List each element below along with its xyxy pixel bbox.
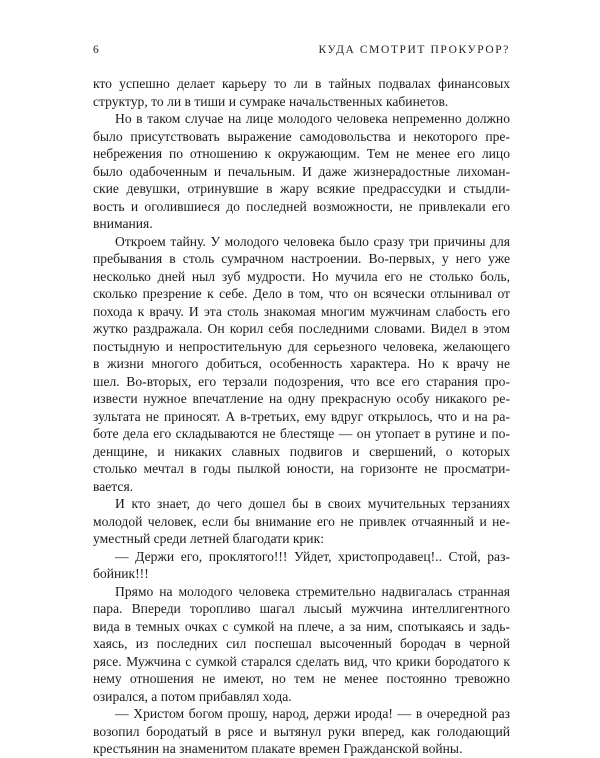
text-line: было одабоченным и печальным. И даже жизнерадостные лихоман-: [93, 163, 510, 179]
body-text: [93, 75, 510, 758]
text-line: вается.: [93, 478, 134, 494]
text-line: боте дела его складываются не блестяще — он утопает в рутине и по-: [93, 426, 510, 441]
text-line: — Держи его, проклятого!!! Уйдет, христопродавец!.. Стой, раз-: [115, 548, 510, 564]
page-number: 6: [93, 44, 99, 56]
text-line: постыдную и непростительную для серьезного человека, желающего: [93, 338, 510, 354]
text-line: пребывания в столь сумрачном настроении. Во-первых, у него уже: [93, 251, 510, 266]
text-line: нему отношения не имеют, но тем не менее постоянно тревожно: [93, 671, 510, 686]
text-line: хаясь, из последних сил поспешал высоченный бородач в черной: [93, 636, 510, 651]
text-line: внимания.: [93, 216, 153, 231]
text-line: вида в темных очках с сумкой на плече, а за ним, спотыкаясь и задь-: [93, 618, 510, 634]
text-line: уместный среди летней благодати крик:: [93, 531, 324, 546]
text-line: зультата не приносят. А в-третьих, ему вдруг открылось, что и на ра-: [93, 408, 510, 424]
text-line: сколько презрение к себе. Дело в том, что он всячески отлынивал от: [93, 286, 510, 301]
text-line: озирался, а потом прибавлял хода.: [93, 688, 292, 704]
text-line: похода к врачу. И эта столь знакомая многим мужчинам слабость его: [93, 303, 510, 319]
page-header: [93, 42, 510, 58]
text-line: столько мечтал в годы пылкой юности, на горизонте не просматри-: [93, 461, 510, 476]
text-line: шел. Во-вторых, его терзали подозрения, что все его старания про-: [93, 373, 510, 389]
text-line: рясе. Мужчина с сумкой старался сделать вид, что крики бородатого к: [93, 653, 510, 669]
text-line: бойник!!!: [93, 566, 149, 581]
text-line: Но в таком случае на лице молодого человека непременно должно: [115, 111, 510, 126]
text-line: извести нужное впечатление на одну прекрасную особу никакого ре-: [93, 391, 510, 406]
text-line: пара. Впереди торопливо шагал лысый мужчина интеллигентного: [93, 601, 510, 616]
text-line: вость и оголившиеся до последней возможности, не привлекали его: [93, 198, 510, 214]
text-line: Прямо на молодого человека стремительно надвигалась странная: [115, 583, 510, 599]
text-line: небрежения по отношению к окружающим. Тем не менее его лицо: [93, 146, 510, 161]
text-line: жутко раздражала. Он корил себя последними словами. Видел в этом: [93, 321, 510, 336]
text-line: было присутствовать выражение самодовольства и некоторого пре-: [93, 128, 510, 144]
text-line: ские девушки, отринувшие в жару всякие предрассудки и стыдли-: [93, 181, 510, 196]
text-line: денщине, и никаких славных подвигов и свершений, о которых: [93, 443, 510, 459]
text-line: крестьянин на знаменитом плакате времен Гражданской войны.: [93, 741, 463, 756]
running-title: КУДА СМОТРИТ ПРОКУРОР?: [318, 44, 510, 56]
text-line: кто успешно делает карьеру то ли в тайных подвалах финансовых: [93, 76, 510, 91]
text-line: — Христом богом прошу, народ, держи ирода! — в очередной раз: [115, 706, 510, 721]
text-line: несколько дней ныл зуб мудрости. Но мучила его не столько боль,: [93, 268, 510, 284]
text-line: возопил бородатый в рясе и вытянул руки вперед, как голодающий: [93, 723, 510, 739]
text-line: в жизни многого добиться, особенность характера. Но к врачу не: [93, 356, 510, 371]
text-line: молодой человек, если бы внимание его не привлек отчаянный и не-: [93, 513, 510, 529]
text-line: структур, то ли в тиши и сумраке начальственных кабинетов.: [93, 93, 449, 109]
text-line: Откроем тайну. У молодого человека было сразу три причины для: [115, 233, 510, 249]
text-line: И кто знает, до чего дошел бы в своих мучительных терзаниях: [115, 496, 510, 511]
